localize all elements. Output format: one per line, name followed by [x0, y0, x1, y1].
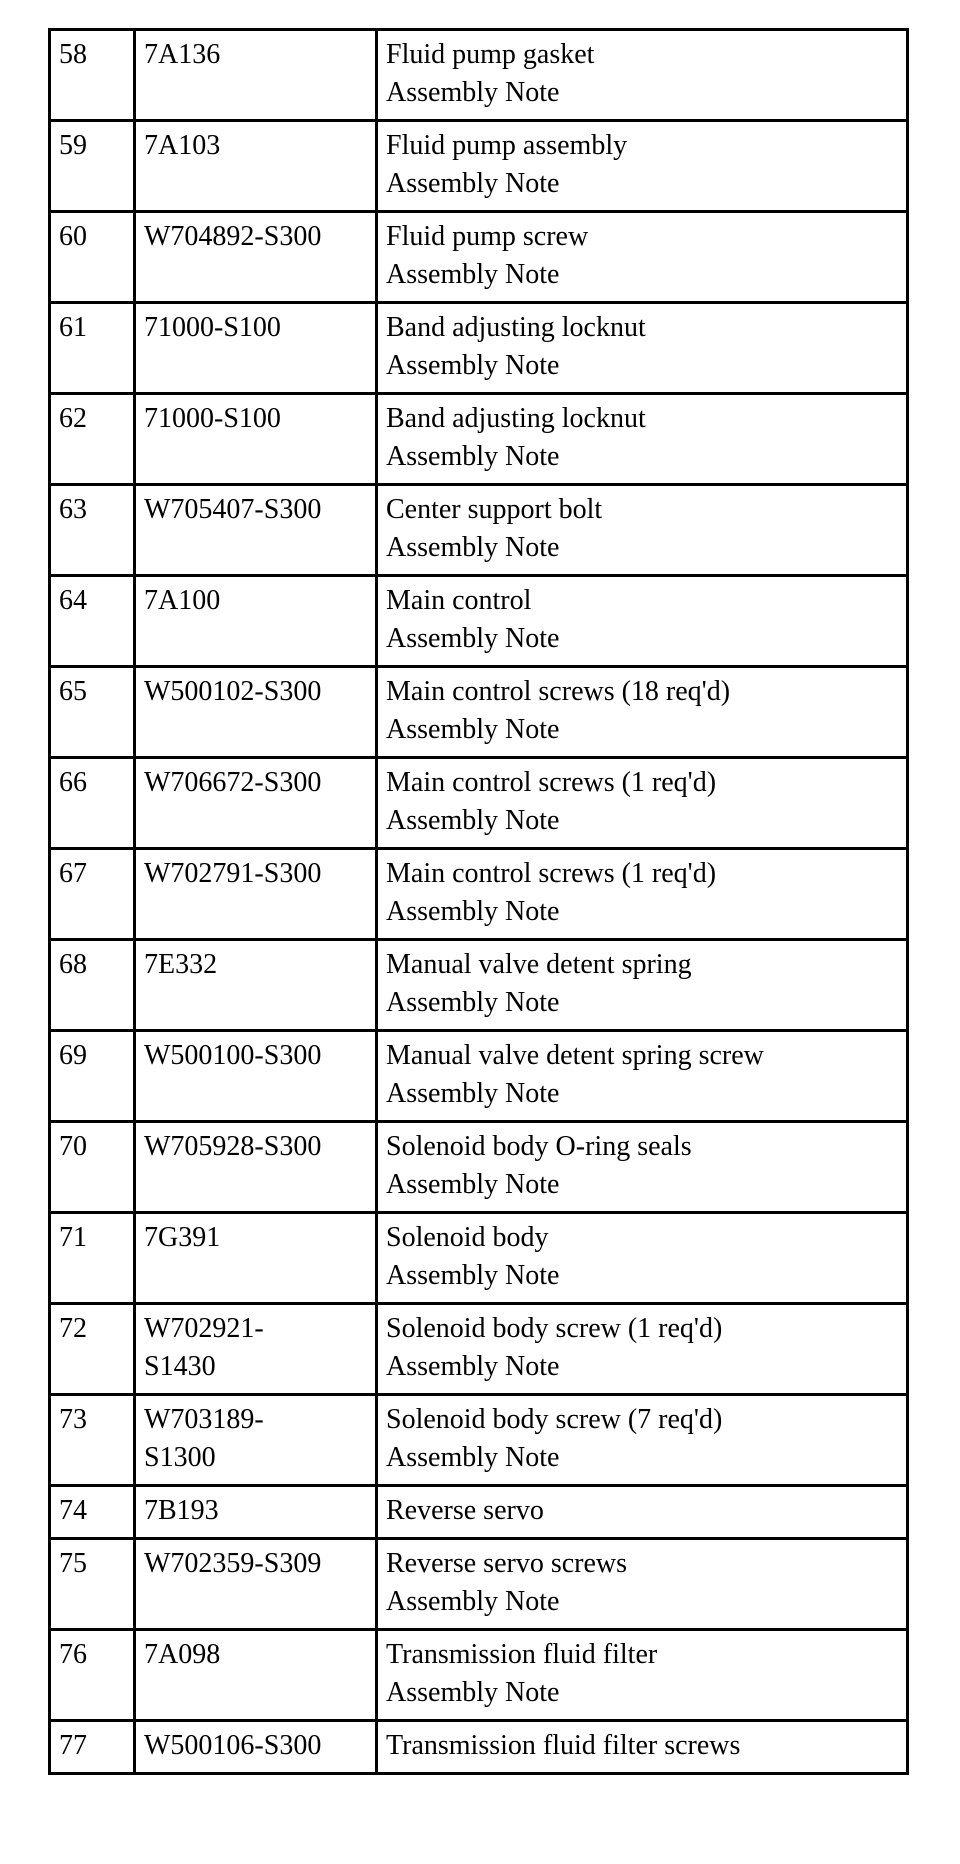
assembly-note-link[interactable]: Assembly Note [386, 1677, 560, 1708]
part-description: Solenoid body O-ring seals [386, 1131, 692, 1162]
part-number-line: W703189- [144, 1404, 264, 1435]
item-number: 67 [50, 849, 135, 940]
assembly-note-link[interactable]: Assembly Note [386, 77, 560, 108]
description-cell [377, 667, 908, 758]
part-number: 7B193 [135, 1486, 377, 1539]
item-number: 60 [50, 212, 135, 303]
assembly-note-link[interactable]: Assembly Note [386, 1260, 560, 1291]
item-number: 71 [50, 1213, 135, 1304]
part-description: Solenoid body [386, 1222, 549, 1253]
part-number: 7A100 [135, 576, 377, 667]
table-row [50, 394, 908, 485]
table-row [50, 576, 908, 667]
part-description: Main control screws (1 req'd) [386, 767, 717, 798]
part-description: Transmission fluid filter [386, 1639, 658, 1670]
table-row [50, 30, 908, 121]
part-description: Transmission fluid filter screws [386, 1730, 741, 1761]
part-description: Reverse servo screws [386, 1548, 628, 1579]
part-number: 7G391 [135, 1213, 377, 1304]
assembly-note-link[interactable]: Assembly Note [386, 1351, 560, 1382]
part-number: W702359-S309 [135, 1539, 377, 1630]
description-cell [377, 1539, 908, 1630]
part-number: 7A136 [135, 30, 377, 121]
table-row [50, 1539, 908, 1630]
item-number: 74 [50, 1486, 135, 1539]
part-number: W705928-S300 [135, 1122, 377, 1213]
part-number: W500102-S300 [135, 667, 377, 758]
part-number [135, 1304, 377, 1395]
table-row [50, 758, 908, 849]
description-cell [377, 1486, 908, 1539]
description-cell [377, 1031, 908, 1122]
item-number: 62 [50, 394, 135, 485]
table-row [50, 121, 908, 212]
part-number-line: S1430 [144, 1351, 216, 1382]
part-description: Fluid pump assembly [386, 130, 628, 161]
part-description: Center support bolt [386, 494, 603, 525]
part-number: W500106-S300 [135, 1721, 377, 1774]
item-number: 76 [50, 1630, 135, 1721]
parts-table-body [50, 30, 908, 1774]
table-row [50, 1486, 908, 1539]
table-row [50, 212, 908, 303]
part-description: Band adjusting locknut [386, 403, 646, 434]
description-cell [377, 212, 908, 303]
assembly-note-link[interactable]: Assembly Note [386, 259, 560, 290]
description-cell [377, 303, 908, 394]
table-row [50, 303, 908, 394]
item-number: 70 [50, 1122, 135, 1213]
assembly-note-link[interactable]: Assembly Note [386, 805, 560, 836]
assembly-note-link[interactable]: Assembly Note [386, 1586, 560, 1617]
assembly-note-link[interactable]: Assembly Note [386, 987, 560, 1018]
part-description: Manual valve detent spring [386, 949, 692, 980]
table-row [50, 940, 908, 1031]
item-number: 69 [50, 1031, 135, 1122]
part-number [135, 1395, 377, 1486]
item-number: 77 [50, 1721, 135, 1774]
assembly-note-link[interactable]: Assembly Note [386, 441, 560, 472]
item-number: 64 [50, 576, 135, 667]
item-number: 66 [50, 758, 135, 849]
table-row [50, 485, 908, 576]
part-description: Manual valve detent spring screw [386, 1040, 764, 1071]
part-number: W500100-S300 [135, 1031, 377, 1122]
table-row [50, 1122, 908, 1213]
description-cell [377, 758, 908, 849]
part-description: Fluid pump gasket [386, 39, 595, 70]
part-number: 7A103 [135, 121, 377, 212]
table-row [50, 667, 908, 758]
assembly-note-link[interactable]: Assembly Note [386, 350, 560, 381]
assembly-note-link[interactable]: Assembly Note [386, 623, 560, 654]
part-number: W704892-S300 [135, 212, 377, 303]
description-cell [377, 394, 908, 485]
description-cell [377, 1395, 908, 1486]
assembly-note-link[interactable]: Assembly Note [386, 1442, 560, 1473]
table-row [50, 1395, 908, 1486]
table-row [50, 1031, 908, 1122]
assembly-note-link[interactable]: Assembly Note [386, 168, 560, 199]
part-description: Fluid pump screw [386, 221, 589, 252]
description-cell [377, 849, 908, 940]
assembly-note-link[interactable]: Assembly Note [386, 714, 560, 745]
part-number: W705407-S300 [135, 485, 377, 576]
item-number: 72 [50, 1304, 135, 1395]
item-number: 75 [50, 1539, 135, 1630]
part-description: Main control [386, 585, 532, 616]
table-row [50, 1304, 908, 1395]
part-number: 7A098 [135, 1630, 377, 1721]
description-cell [377, 1630, 908, 1721]
description-cell [377, 1304, 908, 1395]
part-description: Reverse servo [386, 1495, 544, 1526]
part-description: Main control screws (18 req'd) [386, 676, 731, 707]
item-number: 73 [50, 1395, 135, 1486]
item-number: 65 [50, 667, 135, 758]
part-description: Solenoid body screw (1 req'd) [386, 1313, 723, 1344]
table-row [50, 1213, 908, 1304]
part-number: 7E332 [135, 940, 377, 1031]
part-number-line: W702921- [144, 1313, 264, 1344]
description-cell [377, 940, 908, 1031]
assembly-note-link[interactable]: Assembly Note [386, 896, 560, 927]
parts-table [48, 28, 909, 1775]
description-cell [377, 576, 908, 667]
description-cell [377, 1122, 908, 1213]
part-description: Solenoid body screw (7 req'd) [386, 1404, 723, 1435]
description-cell [377, 1213, 908, 1304]
assembly-note-link[interactable]: Assembly Note [386, 532, 560, 563]
part-number: 71000-S100 [135, 394, 377, 485]
part-description: Band adjusting locknut [386, 312, 646, 343]
part-number-line: S1300 [144, 1442, 216, 1473]
description-cell [377, 121, 908, 212]
part-number: W706672-S300 [135, 758, 377, 849]
part-number: 71000-S100 [135, 303, 377, 394]
description-cell [377, 485, 908, 576]
part-number: W702791-S300 [135, 849, 377, 940]
item-number: 61 [50, 303, 135, 394]
table-row [50, 1630, 908, 1721]
description-cell [377, 30, 908, 121]
assembly-note-link[interactable]: Assembly Note [386, 1169, 560, 1200]
table-row [50, 1721, 908, 1774]
description-cell [377, 1721, 908, 1774]
item-number: 63 [50, 485, 135, 576]
item-number: 68 [50, 940, 135, 1031]
item-number: 58 [50, 30, 135, 121]
assembly-note-link[interactable]: Assembly Note [386, 1078, 560, 1109]
table-row [50, 849, 908, 940]
part-description: Main control screws (1 req'd) [386, 858, 717, 889]
item-number: 59 [50, 121, 135, 212]
